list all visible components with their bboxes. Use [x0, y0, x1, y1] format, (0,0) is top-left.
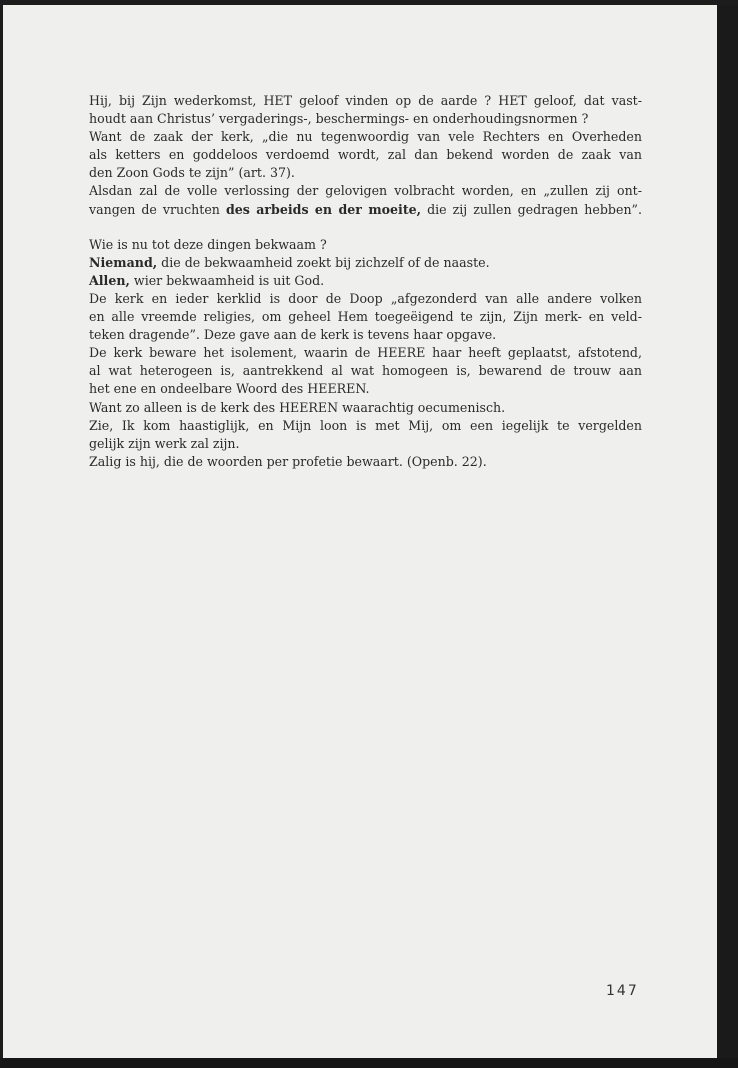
line-text: gelijk zijn werk zal zijn. [89, 435, 240, 451]
line-text: Want de zaak der kerk, „die nu tegenwoordig van vele Rechters en Overheden [89, 129, 642, 145]
line-text: Want zo alleen is de kerk des HEEREN waarachtig oecumenisch. [89, 399, 506, 415]
text-line [89, 92, 642, 110]
text-line [89, 182, 642, 200]
paragraph-gap [89, 219, 642, 236]
line-text: wier bekwaamheid is uit God. [129, 272, 325, 288]
line-text: als ketters en goddeloos verdoemd wordt, zal dan bekend worden de zaak van [89, 147, 642, 163]
text-line [89, 236, 642, 254]
text-line [89, 380, 642, 398]
text-line [89, 435, 642, 453]
text-line [89, 128, 642, 146]
text-line [89, 362, 642, 380]
line-text: De kerk beware het isolement, waarin de HEERE haar heeft geplaatst, afstotend, [89, 345, 642, 361]
line-text: De kerk en ieder kerklid is door de Doop „afgezonderd van alle andere volken [89, 290, 642, 306]
bold-phrase: Allen, [89, 272, 130, 288]
line-text: Wie is nu tot deze dingen bekwaam ? [89, 236, 327, 252]
line-text: Alsdan zal de volle verlossing der gelovigen volbracht worden, en „zullen zij ont- [89, 183, 642, 199]
line-text: den Zoon Gods te zijn” (art. 37). [89, 165, 295, 181]
text-line [89, 344, 642, 362]
text-line [89, 399, 642, 417]
line-text: houdt aan Christus’ vergaderings-, beschermings- en onderhoudingsnormen ? [89, 111, 589, 127]
text-line [89, 308, 642, 326]
text-line [89, 417, 642, 435]
text-line [89, 146, 642, 164]
line-text: al wat heterogeen is, aantrekkend al wat homogeen is, bewarend de trouw aan [89, 363, 642, 379]
scan-edge-right [717, 5, 738, 1068]
line-text: en alle vreemde religies, om geheel Hem toegeëigend te zijn, Zijn merk- en veld- [89, 309, 642, 325]
line-text: vangen de vruchten [89, 201, 226, 217]
body-text [89, 92, 642, 471]
line-text: die zij zullen gedragen hebben”. [421, 201, 642, 217]
text-line [89, 326, 642, 344]
line-text: Zie, Ik kom haastiglijk, en Mijn loon is met Mij, om een iegelijk te vergelden [89, 417, 642, 433]
page-number: 147 [606, 983, 639, 999]
text-line [89, 254, 642, 272]
line-text: die de bekwaamheid zoekt bij zichzelf of de naaste. [157, 254, 490, 270]
scan-edge-bottom [0, 1058, 738, 1068]
text-line [89, 453, 642, 471]
text-line [89, 272, 642, 290]
text-line [89, 290, 642, 308]
text-line [89, 164, 642, 182]
text-line [89, 201, 642, 219]
line-text: het ene en ondeelbare Woord des HEEREN. [89, 381, 370, 397]
line-text: teken dragende”. Deze gave aan de kerk is tevens haar opgave. [89, 327, 497, 343]
bold-phrase: Niemand, [89, 254, 158, 270]
line-text: Hij, bij Zijn wederkomst, HET geloof vinden op de aarde ? HET geloof, dat vast- [89, 93, 642, 108]
bold-phrase: des arbeids en der moeite, [225, 201, 422, 217]
line-text: Zalig is hij, die de woorden per profetie bewaart. (Openb. 22). [89, 453, 487, 469]
book-page [3, 5, 717, 1058]
text-line [89, 110, 642, 128]
